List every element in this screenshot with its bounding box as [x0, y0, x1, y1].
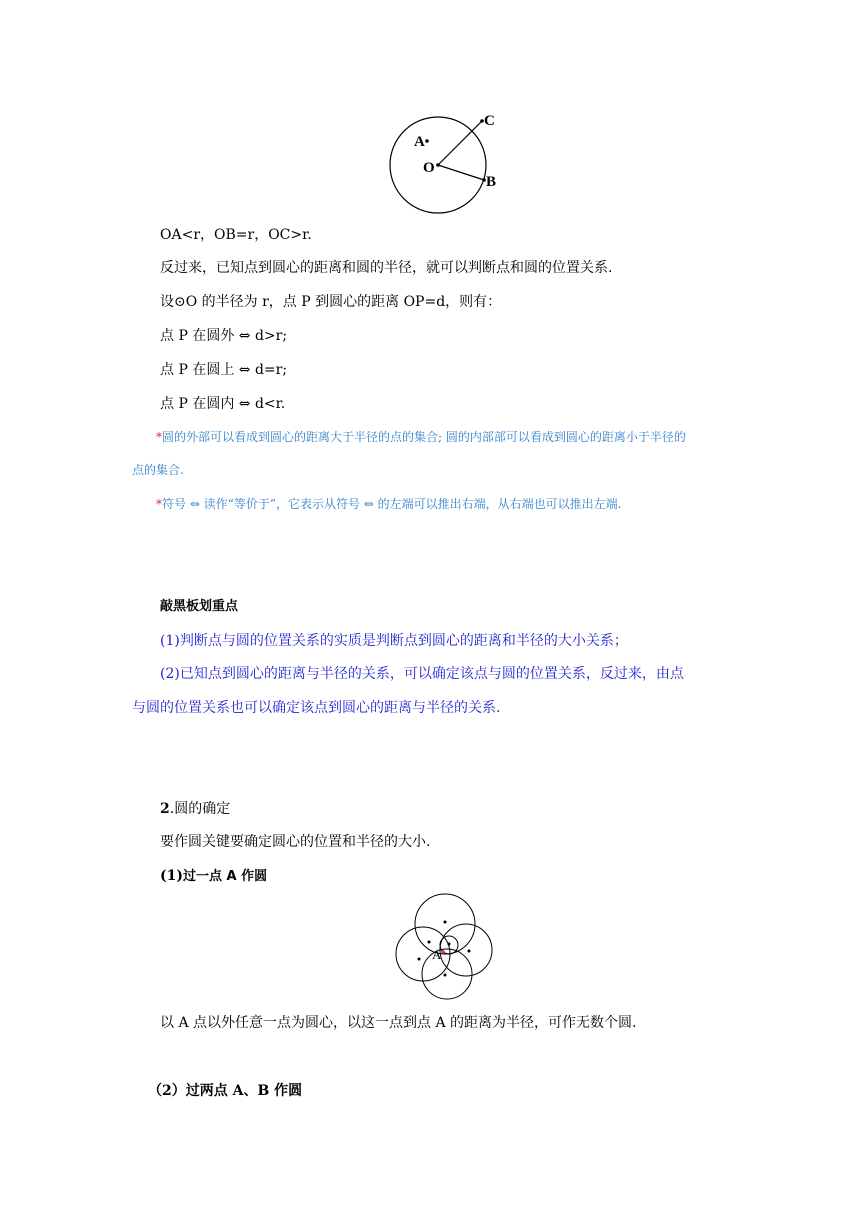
distance-comparison: OA<r，OB=r，OC>r.: [160, 227, 312, 243]
note-text: 符号 ⇔ 读作“等价于”，它表示从符号 ⇔ 的左端可以推出右端，从右端也可以推出左端.: [162, 497, 622, 511]
converse-statement: 反过来，已知点到圆心的距离和圆的半径，就可以判断点和圆的位置关系.: [160, 260, 613, 276]
note-interior-exterior: [156, 428, 686, 446]
key-point-1: (1)判断点与圆的位置关系的实质是判断点到圆心的距离和半径的大小关系；: [160, 633, 628, 649]
note-text: 圆的外部可以看成到圆心的距离大于半径的点的集合; 圆的内部部可以看成到圆心的距离小于半径的: [162, 430, 686, 444]
note-star: *: [156, 430, 162, 444]
key-point-2-cont: 与圆的位置关系也可以确定该点到圆心的距离与半径的关系.: [132, 700, 501, 716]
point-a-red: [441, 950, 445, 954]
section-2-intro: 要作圆关键要确定圆心的位置和半径的大小.: [160, 834, 431, 850]
label-a: A: [414, 134, 425, 150]
case-outside: 点 P 在圆外 ⇔ d>r;: [160, 328, 288, 344]
circle-bottom: [422, 949, 472, 999]
center-right: [468, 950, 471, 953]
section-number: 2: [160, 801, 170, 817]
subsection-title: 过一点 A 作圆: [183, 869, 268, 884]
center-left: [418, 958, 421, 961]
subsection-2-heading: （2）过两点 A、B 作圆: [148, 1083, 303, 1099]
center-small: [448, 943, 451, 946]
point-a: [425, 139, 429, 143]
label-b: B: [486, 174, 497, 190]
subsection-number: (1): [160, 868, 183, 884]
definition-statement: 设⊙O 的半径为 r，点 P 到圆心的距离 OP=d，则有：: [160, 294, 502, 310]
circles-through-point-figure: [390, 892, 500, 1002]
circle-right: [440, 924, 492, 976]
note-star: *: [156, 497, 162, 511]
subsection-1-heading: [160, 866, 267, 887]
section-2-heading: [160, 799, 230, 819]
point-o: [436, 163, 440, 167]
section-title: .圆的确定: [169, 801, 231, 817]
label-a-fig2: A: [432, 947, 442, 962]
segment-oc: [438, 121, 482, 165]
note-interior-exterior-cont: 点的集合.: [132, 463, 184, 477]
circle-figure-points: [370, 100, 510, 220]
case-on: 点 P 在圆上 ⇔ d=r;: [160, 362, 288, 378]
center-extra: [428, 941, 431, 944]
label-o: O: [423, 160, 435, 176]
center-top: [444, 921, 447, 924]
subsection-1-text: 以 A 点以外任意一点为圆心，以这一点到点 A 的距离为半径，可作无数个圆.: [160, 1015, 637, 1031]
key-point-2: (2)已知点到圆心的距离与半径的关系，可以确定该点与圆的位置关系，反过来，由点: [160, 666, 684, 682]
center-bottom: [444, 974, 447, 977]
note-equivalence: [156, 495, 621, 513]
segment-ob: [438, 165, 484, 180]
key-points-title: 敲黑板划重点: [160, 599, 239, 614]
label-c: C: [484, 113, 495, 129]
case-inside: 点 P 在圆内 ⇔ d<r.: [160, 396, 286, 412]
